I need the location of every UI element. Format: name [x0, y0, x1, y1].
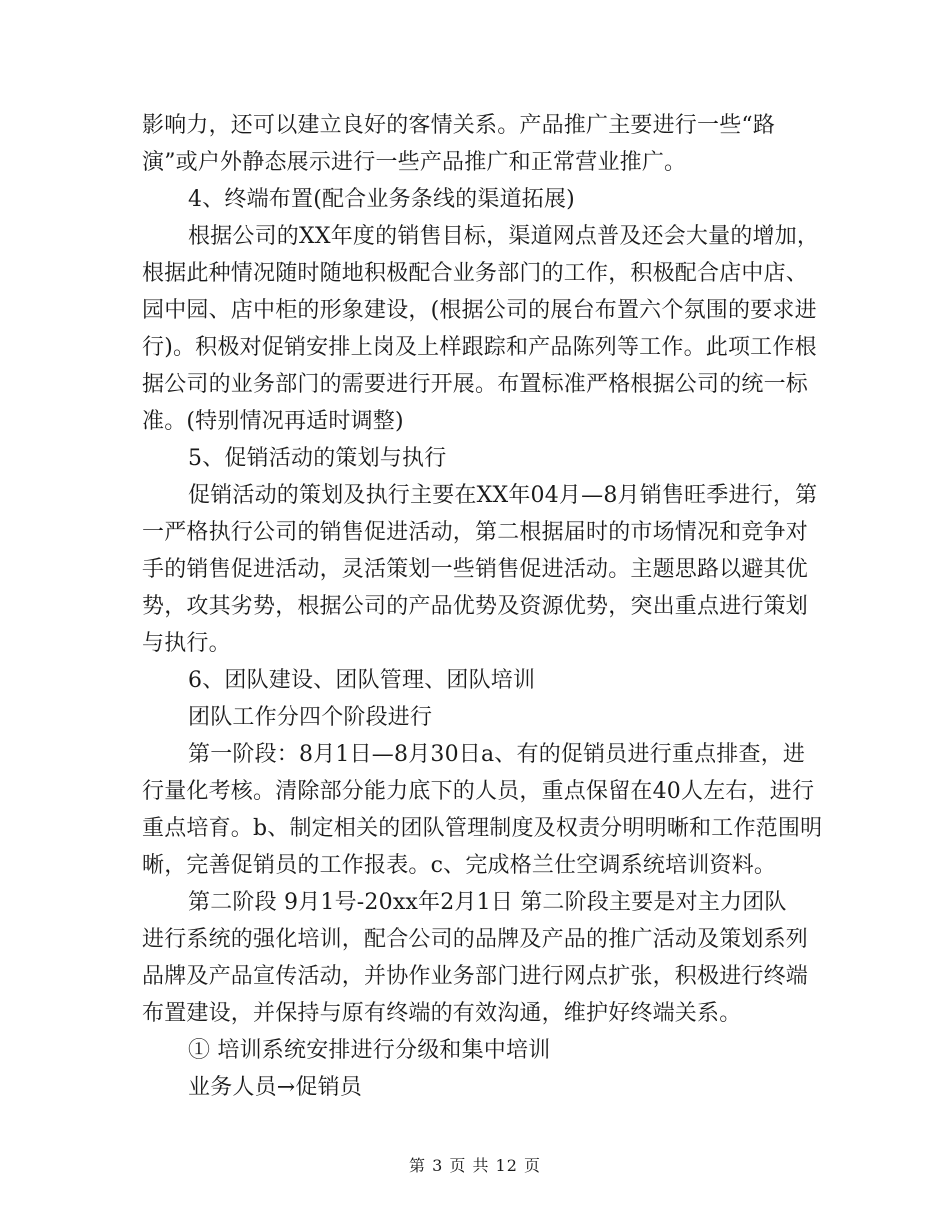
text-line: 根据公司的XX年度的销售目标，渠道网点普及还会大量的增加， — [188, 224, 820, 249]
text-line: 第二阶段 9月1号-20xx年2月1日 第二阶段主要是对主力团队 — [188, 890, 787, 915]
text-line: 根据此种情况随时随地积极配合业务部门的工作，积极配合店中店、 — [142, 261, 809, 286]
section-heading: 4、终端布置(配合业务条线的渠道拓展) — [188, 187, 575, 212]
page-number: 第 3 页 共 12 页 — [409, 1156, 541, 1175]
text-line: 进行系统的强化培训，配合公司的品牌及产品的推广活动及策划系列 — [142, 927, 809, 952]
text-line: 布置建设，并保持与原有终端的有效沟通，维护好终端关系。 — [142, 1001, 742, 1026]
text-line: 第一阶段：8月1日—8月30日a、有的促销员进行重点排查，进 — [188, 742, 806, 767]
text-line: 促销活动的策划及执行主要在XX年04月—8月销售旺季进行，第 — [188, 483, 818, 508]
text-line: 园中园、店中柜的形象建设，(根据公司的展台布置六个氛围的要求进 — [142, 298, 817, 323]
text-line: 与执行。 — [142, 631, 231, 656]
text-line: 演”或户外静态展示进行一些产品推广和正常营业推广。 — [142, 150, 687, 175]
text-line: 准。(特别情况再适时调整) — [142, 409, 404, 434]
list-item: ① 培训系统安排进行分级和集中培训 — [188, 1038, 551, 1063]
text-line: 业务人员→促销员 — [188, 1075, 363, 1100]
section-heading: 5、促销活动的策划与执行 — [188, 446, 447, 471]
text-line: 影响力，还可以建立良好的客情关系。产品推广主要进行一些“路 — [142, 113, 776, 138]
text-line: 势，攻其劣势，根据公司的产品优势及资源优势，突出重点进行策划 — [142, 594, 809, 619]
text-line: 团队工作分四个阶段进行 — [188, 705, 433, 730]
text-line: 行)。积极对促销安排上岗及上样跟踪和产品陈列等工作。此项工作根 — [142, 335, 817, 360]
text-line: 行量化考核。清除部分能力底下的人员，重点保留在40人左右，进行 — [142, 779, 815, 804]
text-line: 晰，完善促销员的工作报表。c、完成格兰仕空调系统培训资料。 — [142, 853, 777, 878]
document-body — [142, 107, 823, 1106]
text-line: 品牌及产品宣传活动，并协作业务部门进行网点扩张，积极进行终端 — [142, 964, 809, 989]
section-heading: 6、团队建设、团队管理、团队培训 — [188, 668, 536, 693]
text-line: 重点培育。b、制定相关的团队管理制度及权责分明明晰和工作范围明 — [142, 816, 823, 841]
text-line: 手的销售促进活动，灵活策划一些销售促进活动。主题思路以避其优 — [142, 557, 809, 582]
text-line: 据公司的业务部门的需要进行开展。布置标准严格根据公司的统一标 — [142, 372, 809, 397]
text-line: 一严格执行公司的销售促进活动，第二根据届时的市场情况和竞争对 — [142, 520, 809, 545]
